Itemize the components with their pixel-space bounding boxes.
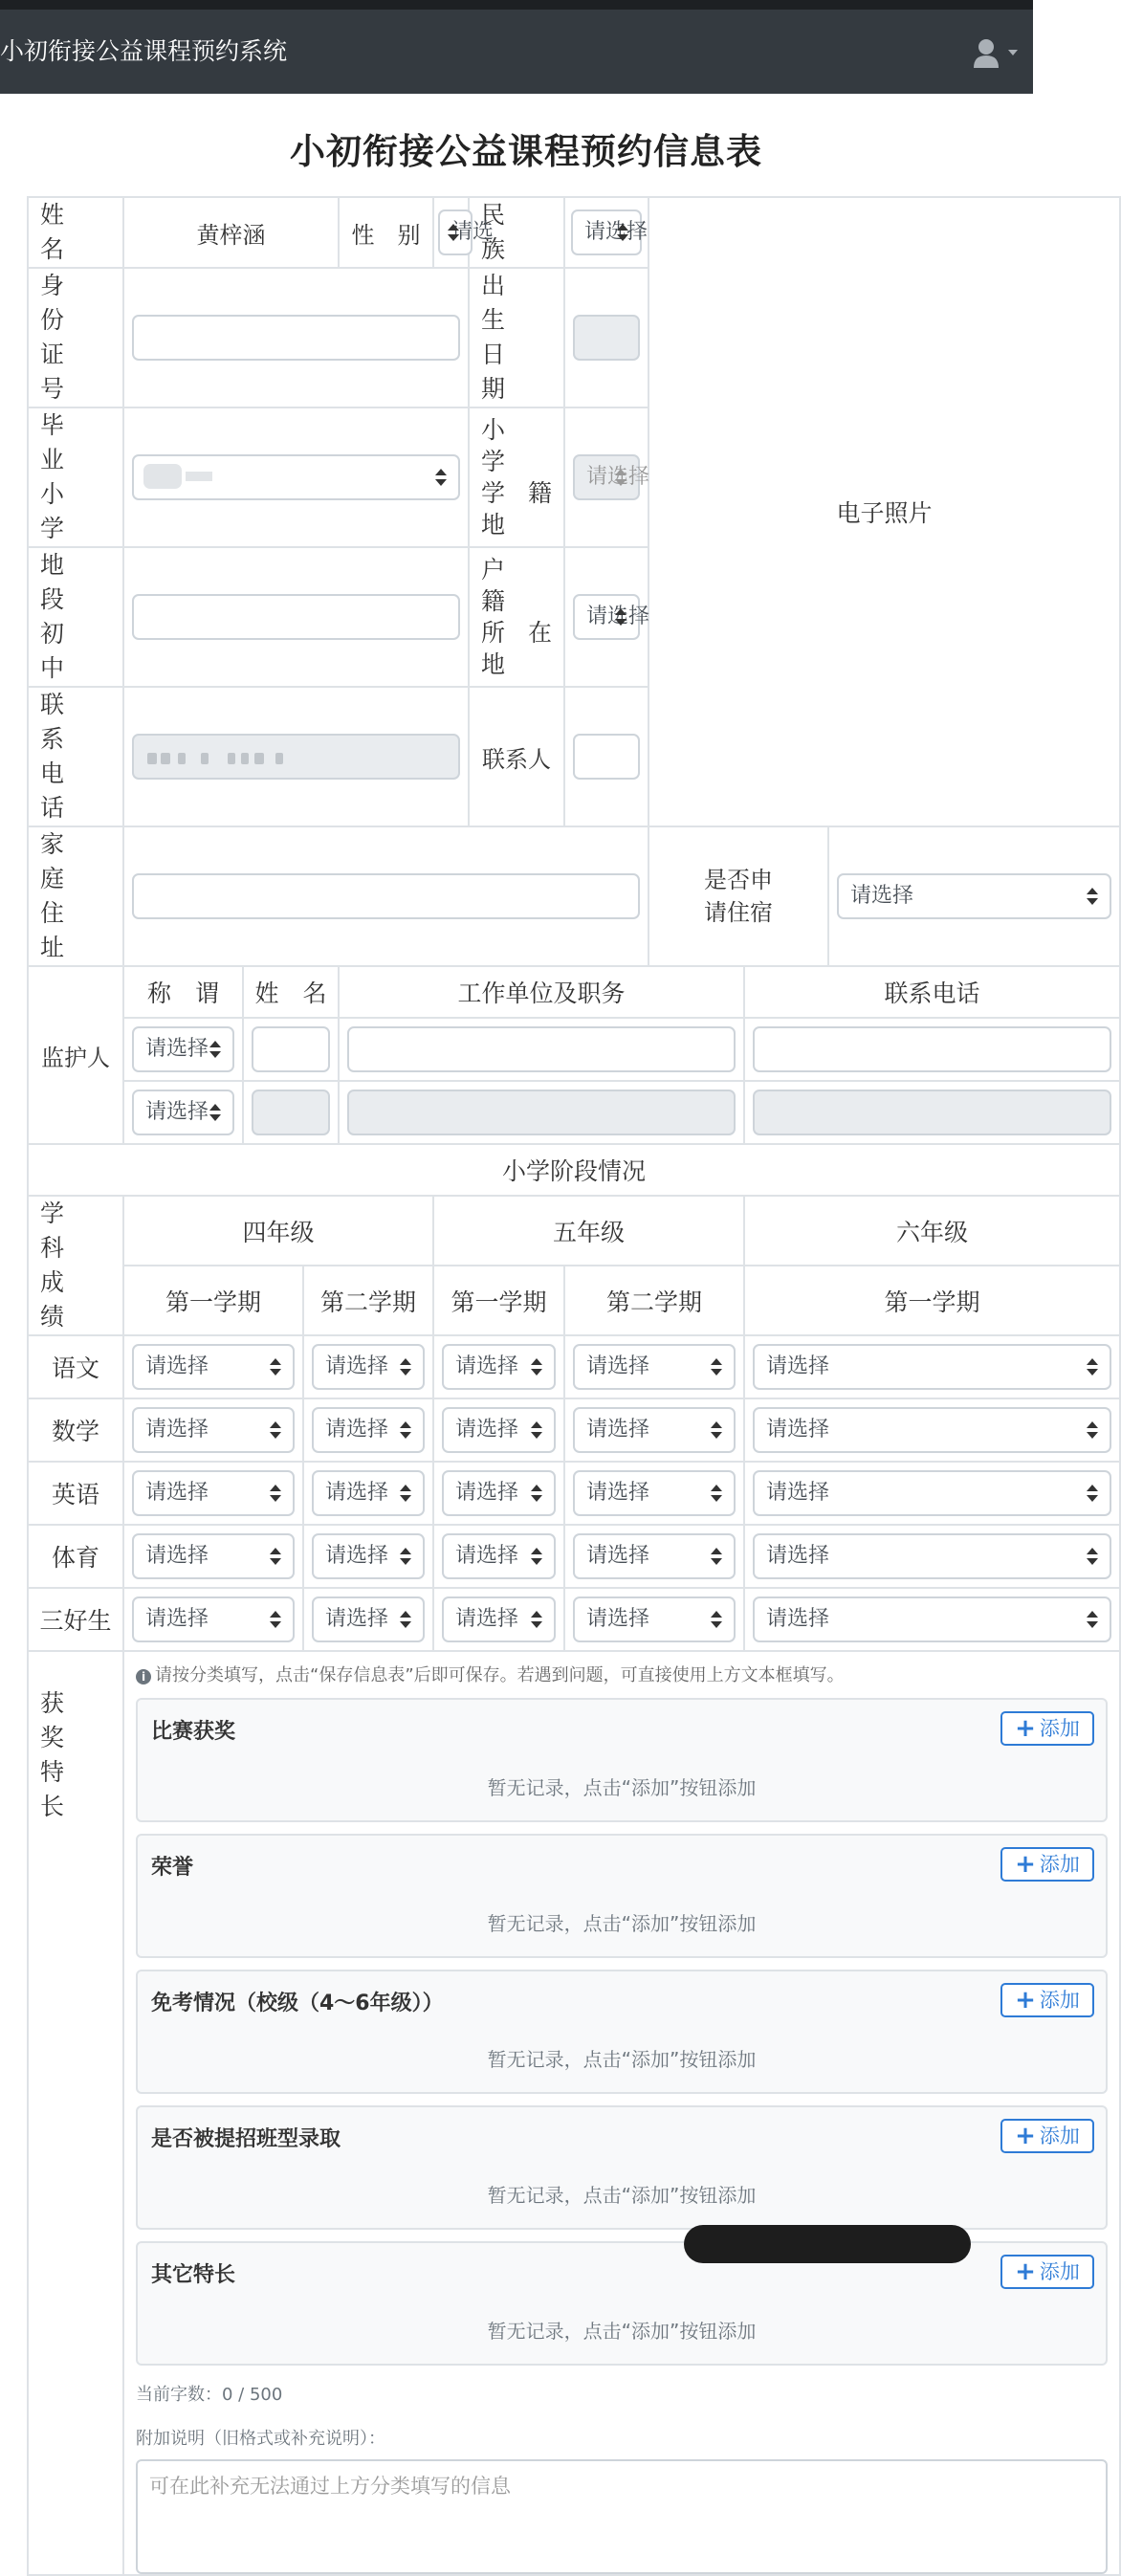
grade-row xyxy=(28,1335,1120,1398)
id-label-line1: 身 份 xyxy=(40,272,89,334)
grade-5-header: 五年级 xyxy=(433,1196,744,1266)
app-title[interactable]: 小初衔接公益课程预约系统 xyxy=(0,37,288,65)
award-category-card xyxy=(136,1698,1108,1822)
guardian-relation-select[interactable]: 请选择 xyxy=(132,1026,234,1072)
grade-4-header: 四年级 xyxy=(123,1196,433,1266)
dorm-label xyxy=(648,826,828,966)
subject-name: 语文 xyxy=(28,1335,123,1398)
school-label-line2: 小 学 xyxy=(40,480,89,542)
grade-row xyxy=(28,1588,1120,1651)
award-category-title: 免考情况（校级（4～6年级）） xyxy=(151,1992,444,2015)
phone-label-line2: 电 话 xyxy=(40,760,89,822)
plus-icon: + xyxy=(1015,1850,1036,1879)
gender-select[interactable]: 请选 xyxy=(438,209,473,255)
grade-select[interactable]: 请选择 xyxy=(312,1407,425,1453)
empty-state-text: 暂无记录，点击“添加”按钮添加 xyxy=(487,1912,757,1935)
term-header: 第一学期 xyxy=(123,1266,303,1335)
award-category-title: 其它特长 xyxy=(151,2263,236,2287)
awards-label xyxy=(28,1651,123,2575)
plus-icon: + xyxy=(1015,2257,1036,2286)
award-category-title: 比赛获奖 xyxy=(151,1720,236,1744)
subject-name: 数学 xyxy=(28,1398,123,1462)
grade-6-header: 六年级 xyxy=(744,1196,1120,1266)
awards-tip-text: 请按分类填写，点击“保存信息表”后即可保存。若遇到问题，可直接使用上方文本框填写。 xyxy=(155,1665,845,1685)
birth-date-input xyxy=(573,315,640,361)
guardian-relation-select[interactable]: 请选择 xyxy=(132,1090,234,1135)
grade-select[interactable]: 请选择 xyxy=(312,1533,425,1579)
grade-select[interactable]: 请选择 xyxy=(753,1470,1111,1516)
primary-section-title: 小学阶段情况 xyxy=(28,1144,1120,1196)
grade-select[interactable]: 请选择 xyxy=(442,1344,556,1390)
add-award-button[interactable] xyxy=(1000,1847,1094,1882)
registration-form xyxy=(27,196,1121,2576)
contact-input[interactable] xyxy=(573,734,640,780)
subject-name: 体育 xyxy=(28,1525,123,1588)
id-label-line2: 证 号 xyxy=(40,341,89,403)
birth-label-line1: 出 生 xyxy=(481,272,530,334)
grade-select[interactable]: 请选择 xyxy=(442,1596,556,1642)
contact-label: 联系人 xyxy=(469,687,564,826)
grade-select[interactable]: 请选择 xyxy=(442,1407,556,1453)
district-label-line1: 地 段 xyxy=(40,551,89,613)
extra-notes-label: 附加说明（旧格式或补充说明）： xyxy=(136,2429,385,2449)
grade-select[interactable]: 请选择 xyxy=(573,1596,736,1642)
school-reg-label-line1: 小 学 xyxy=(481,416,530,475)
household-label-line2: 所在地 xyxy=(481,619,552,678)
household-select[interactable]: 请选择 xyxy=(573,594,640,640)
subject-label xyxy=(28,1196,123,1335)
guardian-work-input[interactable] xyxy=(347,1026,736,1072)
subject-name: 三好生 xyxy=(28,1588,123,1651)
dorm-label-line1: 是否申 xyxy=(704,867,773,893)
empty-state-text: 暂无记录，点击“添加”按钮添加 xyxy=(487,2048,757,2071)
grade-select[interactable]: 请选择 xyxy=(753,1596,1111,1642)
guardian-name-input[interactable] xyxy=(252,1026,330,1072)
floating-toast xyxy=(684,2225,971,2263)
add-award-button[interactable] xyxy=(1000,2119,1094,2153)
ethnicity-label: 民 族 xyxy=(469,197,564,268)
photo-upload[interactable]: 电子照片 xyxy=(648,197,1120,826)
awards-tip xyxy=(136,1663,1108,1688)
school-select[interactable] xyxy=(132,454,460,500)
guardian-label: 监护人 xyxy=(28,966,123,1144)
district-school-input[interactable] xyxy=(132,594,460,640)
subject-label-line2: 成 绩 xyxy=(40,1268,89,1331)
term-header: 第二学期 xyxy=(303,1266,433,1335)
grade-select[interactable]: 请选择 xyxy=(442,1533,556,1579)
term-header: 第一学期 xyxy=(433,1266,564,1335)
birth-label-line2: 日 期 xyxy=(481,341,530,403)
gender-label: 性 别 xyxy=(339,197,433,268)
info-icon: i xyxy=(136,1669,151,1684)
guardian-work-input xyxy=(347,1090,736,1135)
grade-select[interactable]: 请选择 xyxy=(132,1470,295,1516)
school-reg-label-line2: 学籍地 xyxy=(481,479,552,539)
add-button-label: 添加 xyxy=(1039,1853,1080,1876)
ethnicity-select[interactable]: 请选择 xyxy=(571,209,642,255)
grade-select[interactable]: 请选择 xyxy=(132,1344,295,1390)
plus-icon: + xyxy=(1015,1986,1036,2015)
add-button-label: 添加 xyxy=(1039,2125,1080,2147)
grade-select[interactable]: 请选择 xyxy=(132,1596,295,1642)
grade-select[interactable]: 请选择 xyxy=(132,1533,295,1579)
id-number-input[interactable] xyxy=(132,315,460,361)
awards-label-line1: 获 奖 xyxy=(40,1689,89,1751)
name-value: 黄梓涵 xyxy=(123,197,339,268)
guardian-header-name: 姓 名 xyxy=(243,966,339,1018)
grade-select[interactable]: 请选择 xyxy=(312,1596,425,1642)
add-button-label: 添加 xyxy=(1039,1989,1080,2012)
district-label-line2: 初 中 xyxy=(40,620,89,682)
school-reg-select: 请选择 xyxy=(573,454,640,500)
guardian-phone-input[interactable] xyxy=(753,1026,1111,1072)
page-title: 小初衔接公益课程预约信息表 xyxy=(290,131,762,172)
address-label-line2: 住 址 xyxy=(40,899,89,961)
term-header: 第一学期 xyxy=(744,1266,1120,1335)
award-category-title: 荣誉 xyxy=(151,1856,194,1880)
grade-select[interactable]: 请选择 xyxy=(753,1407,1111,1453)
award-category-card xyxy=(136,1970,1108,2094)
add-award-button[interactable] xyxy=(1000,2255,1094,2289)
grade-select[interactable]: 请选择 xyxy=(753,1533,1111,1579)
guardian-phone-input xyxy=(753,1090,1111,1135)
user-menu[interactable] xyxy=(972,36,1025,71)
phone-input[interactable] xyxy=(132,734,460,780)
awards-label-line2: 特 长 xyxy=(40,1758,89,1820)
district-label xyxy=(28,547,123,687)
grade-select[interactable]: 请选择 xyxy=(132,1407,295,1453)
school-reg-label xyxy=(469,407,564,547)
school-label-line1: 毕 业 xyxy=(40,411,89,473)
subject-label-line1: 学 科 xyxy=(40,1200,89,1262)
status-bar xyxy=(0,0,1033,10)
dorm-select[interactable]: 请选择 xyxy=(837,873,1111,919)
char-count: 当前字数：0 / 500 xyxy=(136,2385,283,2405)
dorm-label-line2: 请住宿 xyxy=(704,899,773,926)
grade-select[interactable]: 请选择 xyxy=(573,1470,736,1516)
phone-label xyxy=(28,687,123,826)
phone-label-line1: 联 系 xyxy=(40,691,89,753)
add-button-label: 添加 xyxy=(1039,2260,1080,2283)
add-award-button[interactable] xyxy=(1000,1983,1094,2017)
address-label xyxy=(28,826,123,966)
plus-icon: + xyxy=(1015,1714,1036,1743)
award-category-card xyxy=(136,1834,1108,1958)
award-category-title: 是否被提招班型录取 xyxy=(151,2127,341,2151)
grade-row xyxy=(28,1398,1120,1462)
extra-notes-textarea[interactable]: 可在此补充无法通过上方分类填写的信息 xyxy=(136,2459,1108,2574)
grade-select[interactable]: 请选择 xyxy=(442,1470,556,1516)
grade-select[interactable]: 请选择 xyxy=(312,1344,425,1390)
school-label xyxy=(28,407,123,547)
subject-name: 英语 xyxy=(28,1462,123,1525)
name-label: 姓 名 xyxy=(28,197,123,268)
birth-label xyxy=(469,268,564,407)
guardian-header-work: 工作单位及职务 xyxy=(339,966,744,1018)
awards-panel xyxy=(123,1651,1120,2575)
guardian-name-input xyxy=(252,1090,330,1135)
empty-state-text: 暂无记录，点击“添加”按钮添加 xyxy=(487,2320,757,2343)
empty-state-text: 暂无记录，点击“添加”按钮添加 xyxy=(487,1776,757,1799)
grade-select[interactable]: 请选择 xyxy=(573,1533,736,1579)
household-label-line1: 户 籍 xyxy=(481,556,530,615)
user-icon xyxy=(972,36,1025,71)
caret-down-icon xyxy=(1008,50,1018,55)
guardian-header-relation: 称 谓 xyxy=(123,966,243,1018)
add-button-label: 添加 xyxy=(1039,1717,1080,1740)
grade-row xyxy=(28,1525,1120,1588)
plus-icon: + xyxy=(1015,2122,1036,2150)
grade-select[interactable]: 请选择 xyxy=(573,1407,736,1453)
id-label xyxy=(28,268,123,407)
address-label-line1: 家 庭 xyxy=(40,830,89,892)
add-award-button[interactable] xyxy=(1000,1711,1094,1746)
empty-state-text: 暂无记录，点击“添加”按钮添加 xyxy=(487,2184,757,2207)
navbar xyxy=(0,10,1033,94)
guardian-header-phone: 联系电话 xyxy=(744,966,1120,1018)
term-header: 第二学期 xyxy=(564,1266,744,1335)
household-label xyxy=(469,547,564,687)
grade-row xyxy=(28,1462,1120,1525)
grade-select[interactable]: 请选择 xyxy=(753,1344,1111,1390)
award-category-card xyxy=(136,2105,1108,2230)
grade-select[interactable]: 请选择 xyxy=(312,1470,425,1516)
grade-select[interactable]: 请选择 xyxy=(573,1344,736,1390)
address-input[interactable] xyxy=(132,873,640,919)
